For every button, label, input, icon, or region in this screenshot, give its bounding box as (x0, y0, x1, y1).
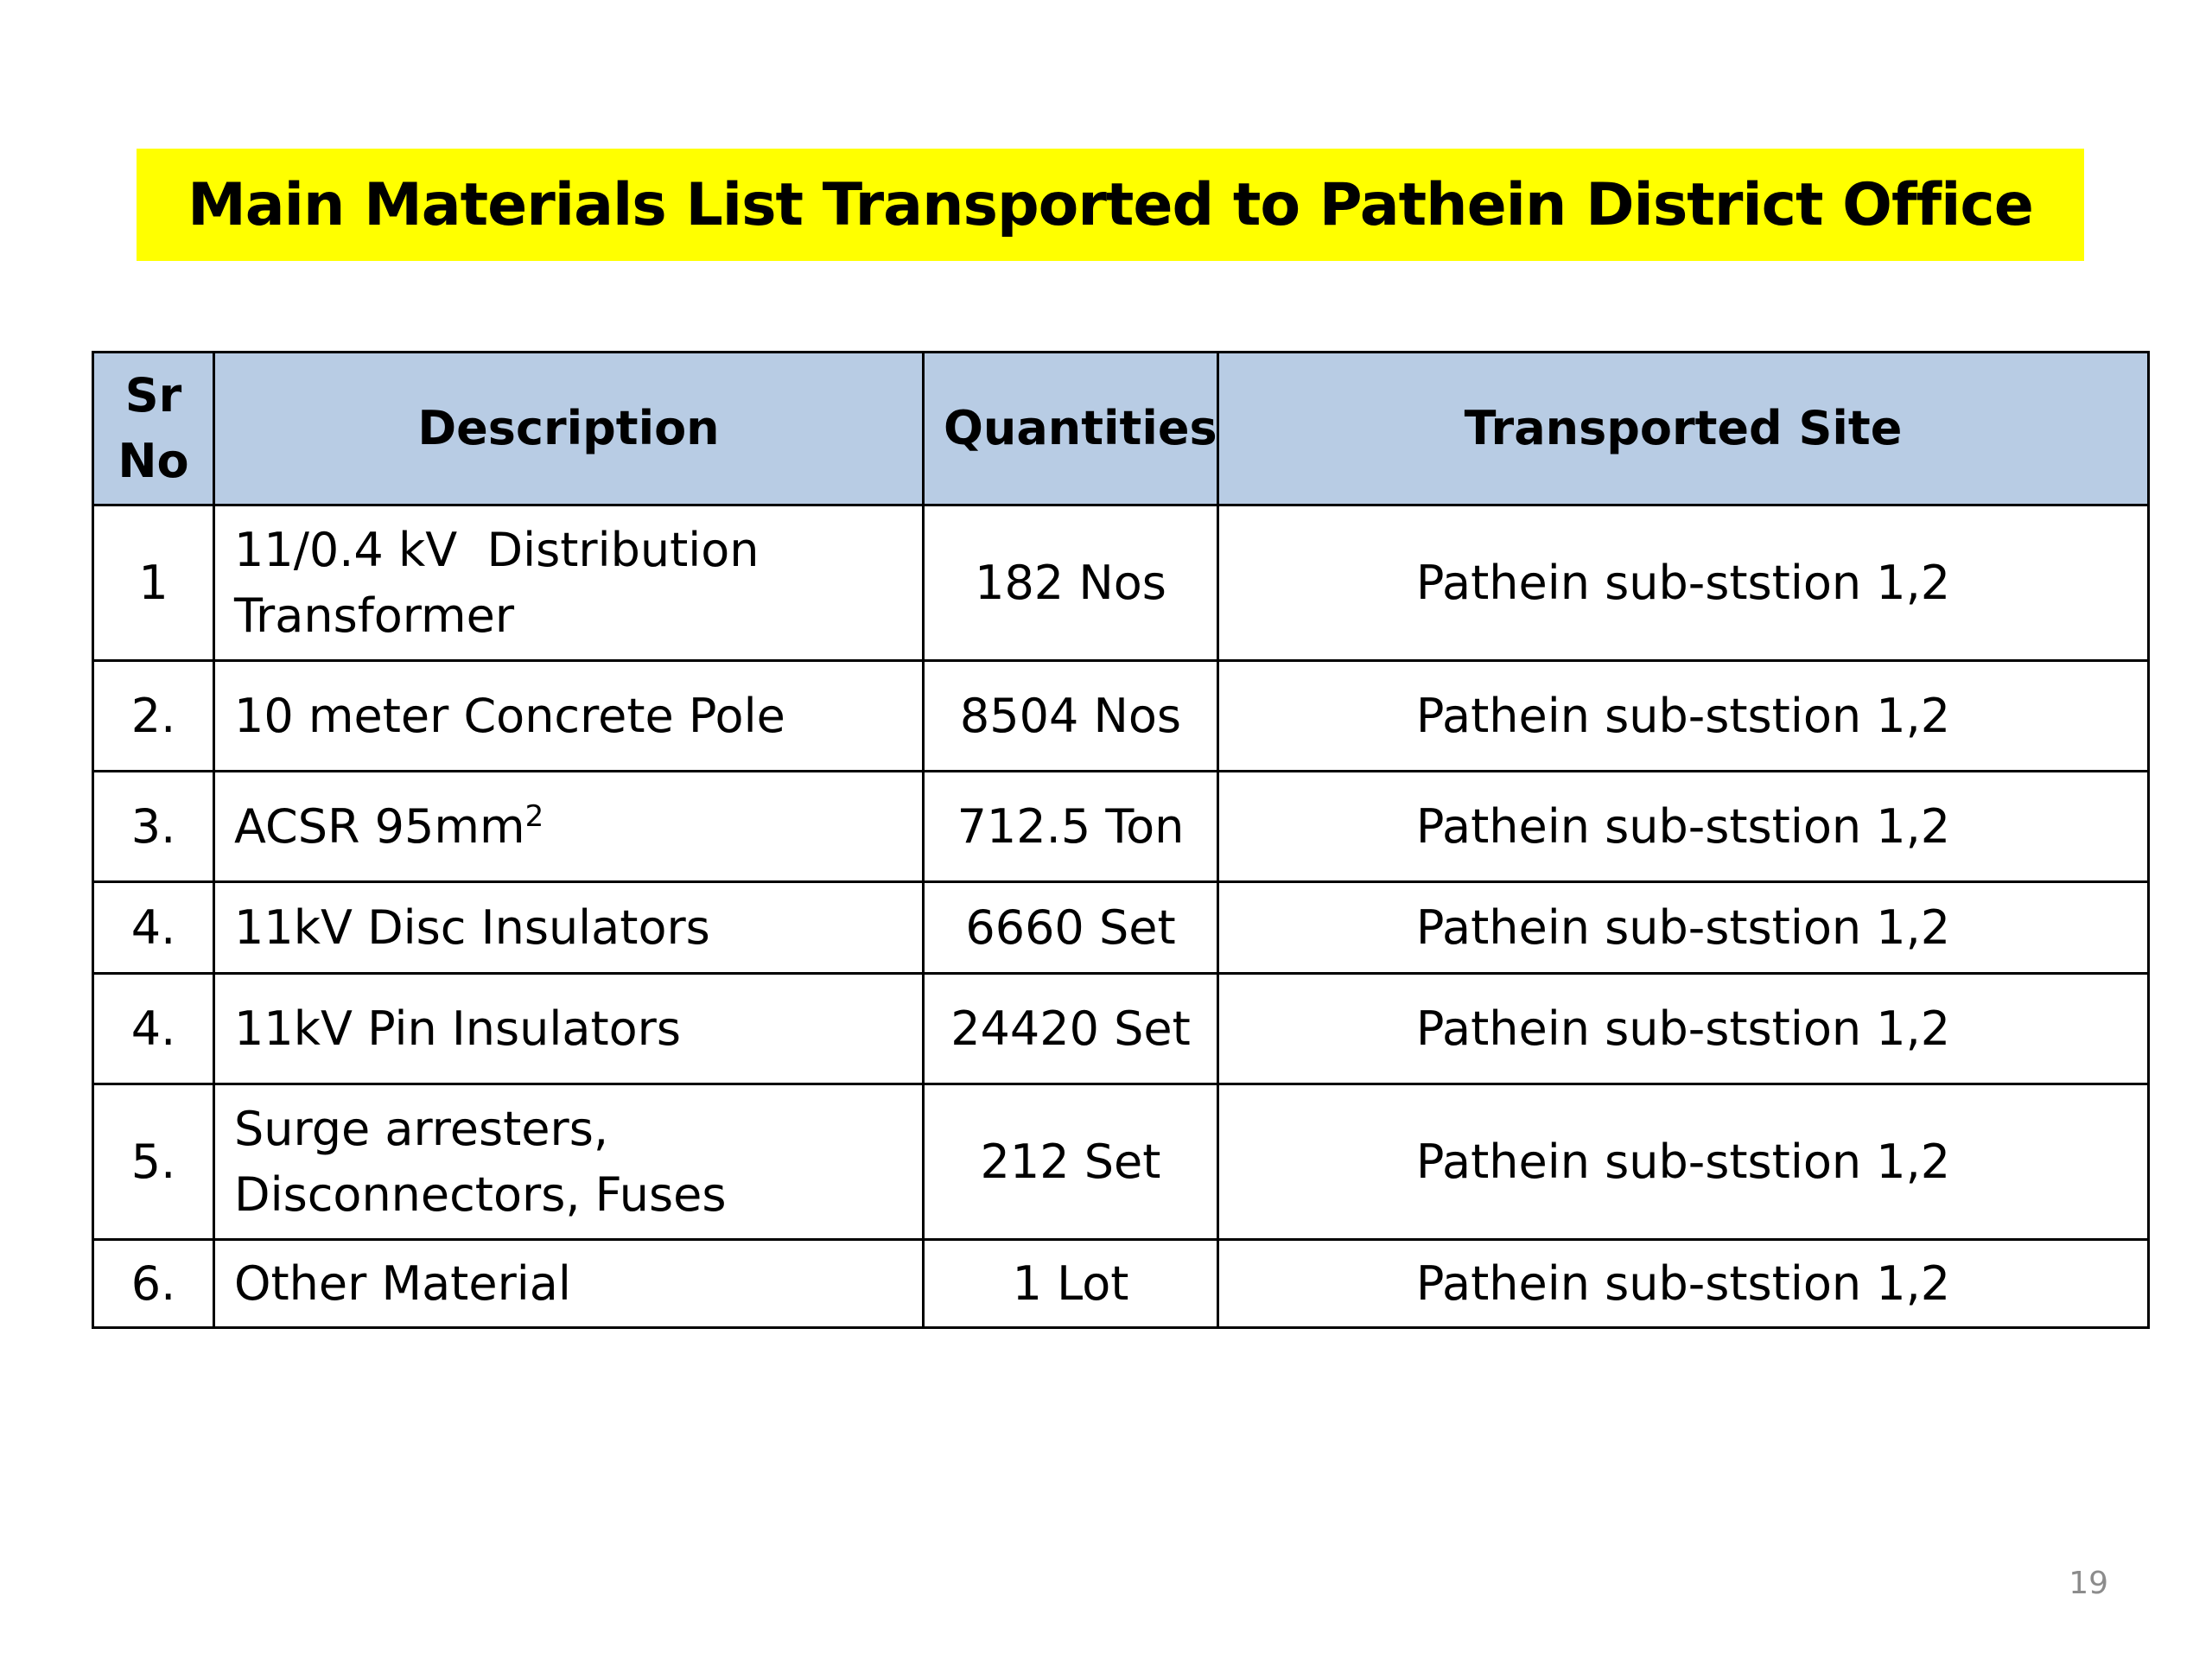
header-sr-line2: No (118, 434, 189, 488)
header-description: Description (214, 353, 924, 505)
row-description: Other Material (214, 1240, 924, 1328)
row-sr: 3. (93, 772, 214, 882)
table-header-row (93, 353, 2149, 505)
table-row (93, 505, 2149, 661)
table-row (93, 772, 2149, 882)
row-description-line2: Transformer (234, 588, 515, 643)
materials-table (92, 351, 2150, 1329)
slide-title: Main Materials List Transported to Pathein District Office (188, 170, 2033, 239)
row-site: Pathein sub-ststion 1,2 (1218, 1240, 2149, 1328)
row-site: Pathein sub-ststion 1,2 (1218, 882, 2149, 974)
row-sr: 6. (93, 1240, 214, 1328)
row-description-line1: 11/0.4 kV Distribution (234, 522, 760, 577)
row-description-text: ACSR 95mm (234, 798, 525, 854)
row-site: Pathein sub-ststion 1,2 (1218, 1084, 2149, 1240)
row-quantity: 712.5 Ton (924, 772, 1218, 882)
table-row (93, 1084, 2149, 1240)
row-quantity: 8504 Nos (924, 661, 1218, 772)
row-sr: 4. (93, 882, 214, 974)
table-row (93, 974, 2149, 1084)
row-sr: 2. (93, 661, 214, 772)
row-sr: 1 (93, 505, 214, 661)
row-description (214, 505, 924, 661)
row-description-line2: Disconnectors, Fuses (234, 1166, 727, 1222)
header-sr-no (93, 353, 214, 505)
table-row (93, 882, 2149, 974)
row-sr: 5. (93, 1084, 214, 1240)
table-row (93, 1240, 2149, 1328)
row-description (214, 1084, 924, 1240)
title-banner (137, 149, 2084, 261)
row-site: Pathein sub-ststion 1,2 (1218, 505, 2149, 661)
table-row (93, 661, 2149, 772)
header-transported-site: Transported Site (1218, 353, 2149, 505)
row-quantity: 24420 Set (924, 974, 1218, 1084)
row-sr: 4. (93, 974, 214, 1084)
page-number: 19 (2069, 1566, 2108, 1601)
header-sr-line1: Sr (124, 368, 182, 423)
row-site: Pathein sub-ststion 1,2 (1218, 974, 2149, 1084)
header-quantities: Quantities (924, 353, 1218, 505)
row-description-superscript: 2 (524, 798, 544, 834)
row-quantity: 212 Set (924, 1084, 1218, 1240)
row-description: 10 meter Concrete Pole (214, 661, 924, 772)
row-description: 11kV Pin Insulators (214, 974, 924, 1084)
row-quantity: 6660 Set (924, 882, 1218, 974)
row-quantity: 182 Nos (924, 505, 1218, 661)
row-site: Pathein sub-ststion 1,2 (1218, 772, 2149, 882)
row-site: Pathein sub-ststion 1,2 (1218, 661, 2149, 772)
row-description-line1: Surge arresters, (234, 1101, 609, 1156)
row-description: 11kV Disc Insulators (214, 882, 924, 974)
row-quantity: 1 Lot (924, 1240, 1218, 1328)
row-description (214, 772, 924, 882)
